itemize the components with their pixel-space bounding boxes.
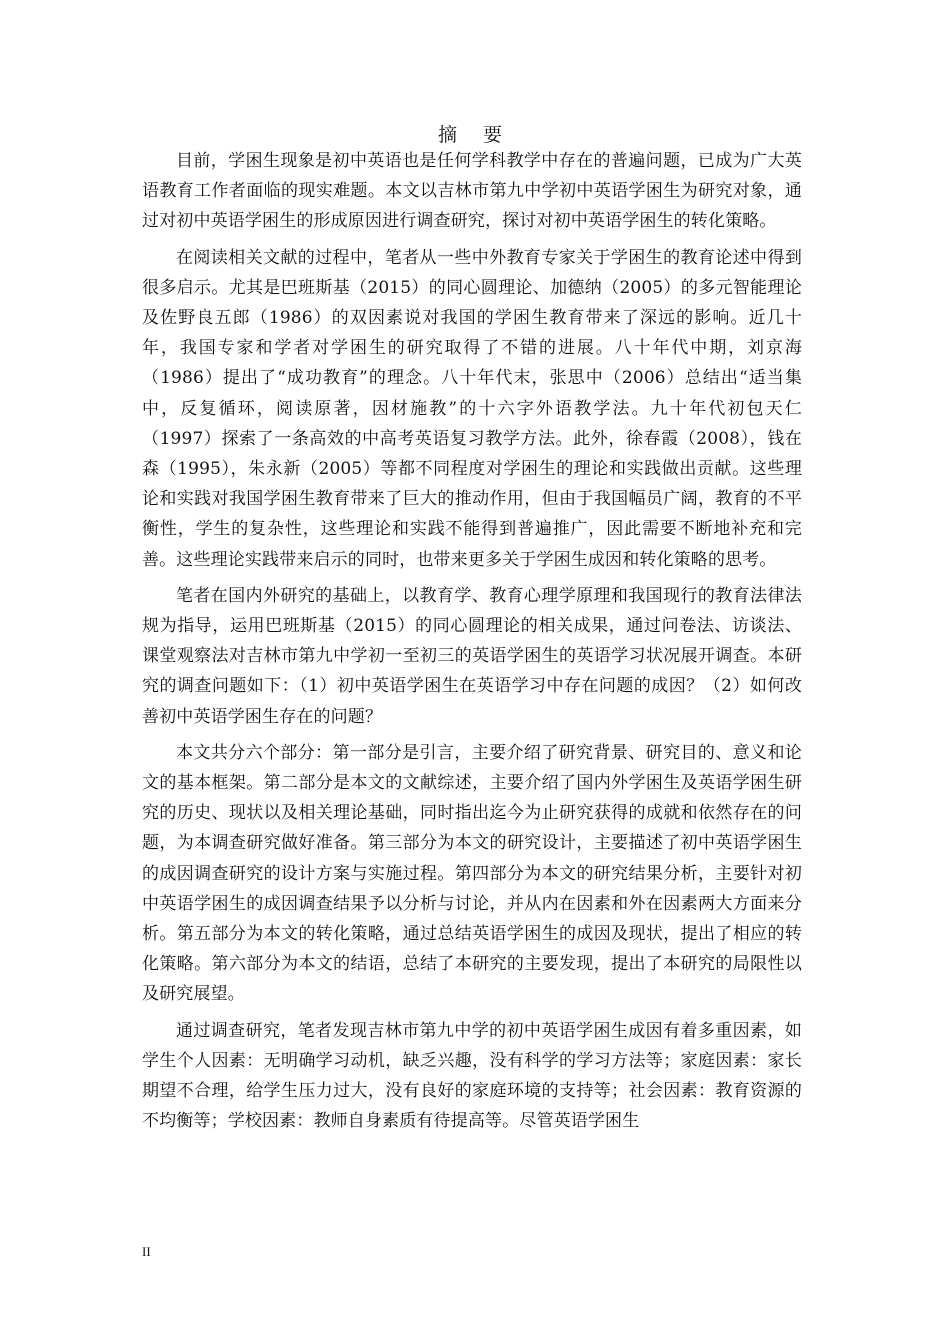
abstract-title: 摘 要: [437, 124, 513, 146]
paragraph-5: 通过调查研究，笔者发现吉林市第九中学的初中英语学困生成因有着多重因素，如学生个人因素：无明确学习动机，缺乏兴趣，没有科学的学习方法等；家庭因素：家长期望不合理，给学生压力过大，没有良好的家庭环境的支持等；社会因素：教育资源的不均衡等；学校因素：教师自身素质有待提高等。尽管英语学困生: [142, 1020, 802, 1132]
paragraph-1: 目前，学困生现象是初中英语也是任何学科教学中存在的普遍问题，已成为广大英语教育工作者面临的现实难题。本文以吉林市第九中学初中英语学困生为研究对象，通过对初中英语学困生的形成原因进行调查研究，探讨对初中英语学困生的转化策略。: [142, 151, 802, 232]
abstract-body: [142, 146, 802, 1143]
page-number: II: [142, 1244, 151, 1259]
paragraph-4: 本文共分六个部分：第一部分是引言，主要介绍了研究背景、研究目的、意义和论文的基本框架。第二部分是本文的文献综述，主要介绍了国内外学困生及英语学困生研究的历史、现状以及相关理论基础，同时指出迄今为止研究获得的成就和依然存在的问题，为本调查研究做好准备。第三部分为本文的研究设计，主要描述了初中英语学困生的成因调查研究的设计方案与实施过程。第四部分为本文的研究结果分析，主要针对初中英语学困生的成因调查结果予以分析与讨论，并从内在因素和外在因素两大方面来分析。第五部分为本文的转化策略，通过总结英语学困生的成因及现状，提出了相应的转化策略。第六部分为本文的结语，总结了本研究的主要发现，提出了本研究的局限性以及研究展望。: [142, 742, 802, 1005]
paragraph-3: 笔者在国内外研究的基础上，以教育学、教育心理学原理和我国现行的教育法律法规为指导，运用巴班斯基（2015）的同心圆理论的相关成果，通过问卷法、访谈法、课堂观察法对吉林市第九中学初一至初三的英语学困生的英语学习状况展开调查。本研究的调查问题如下：（1）初中英语学困生在英语学习中存在问题的成因？（2）如何改善初中英语学困生存在的问题？: [142, 585, 802, 727]
paragraph-2: 在阅读相关文献的过程中，笔者从一些中外教育专家关于学困生的教育论述中得到很多启示。尤其是巴班斯基（2015）的同心圆理论、加德纳（2005）的多元智能理论及佐野良五郎（1986）的双因素说对我国的学困生教育带来了深远的影响。近几十年，我国专家和学者对学困生的研究取得了不错的进展。八十年代中期，刘京海（1986）提出了“成功教育”的理念。八十年代末，张思中（2006）总结出“适当集中，反复循环，阅读原著，因材施教”的十六字外语教学法。九十年代初包天仁（1997）探索了一条高效的中高考英语复习教学方法。此外，徐春霞（2008），钱在森（1995），朱永新（2005）等都不同程度对学困生的理论和实践做出贡献。这些理论和实践对我国学困生教育带来了巨大的推动作用，但由于我国幅员广阔，教育的不平衡性，学生的复杂性，这些理论和实践不能得到普遍推广，因此需要不断地补充和完善。这些理论实践带来启示的同时，也带来更多关于学困生成因和转化策略的思考。: [142, 247, 802, 570]
